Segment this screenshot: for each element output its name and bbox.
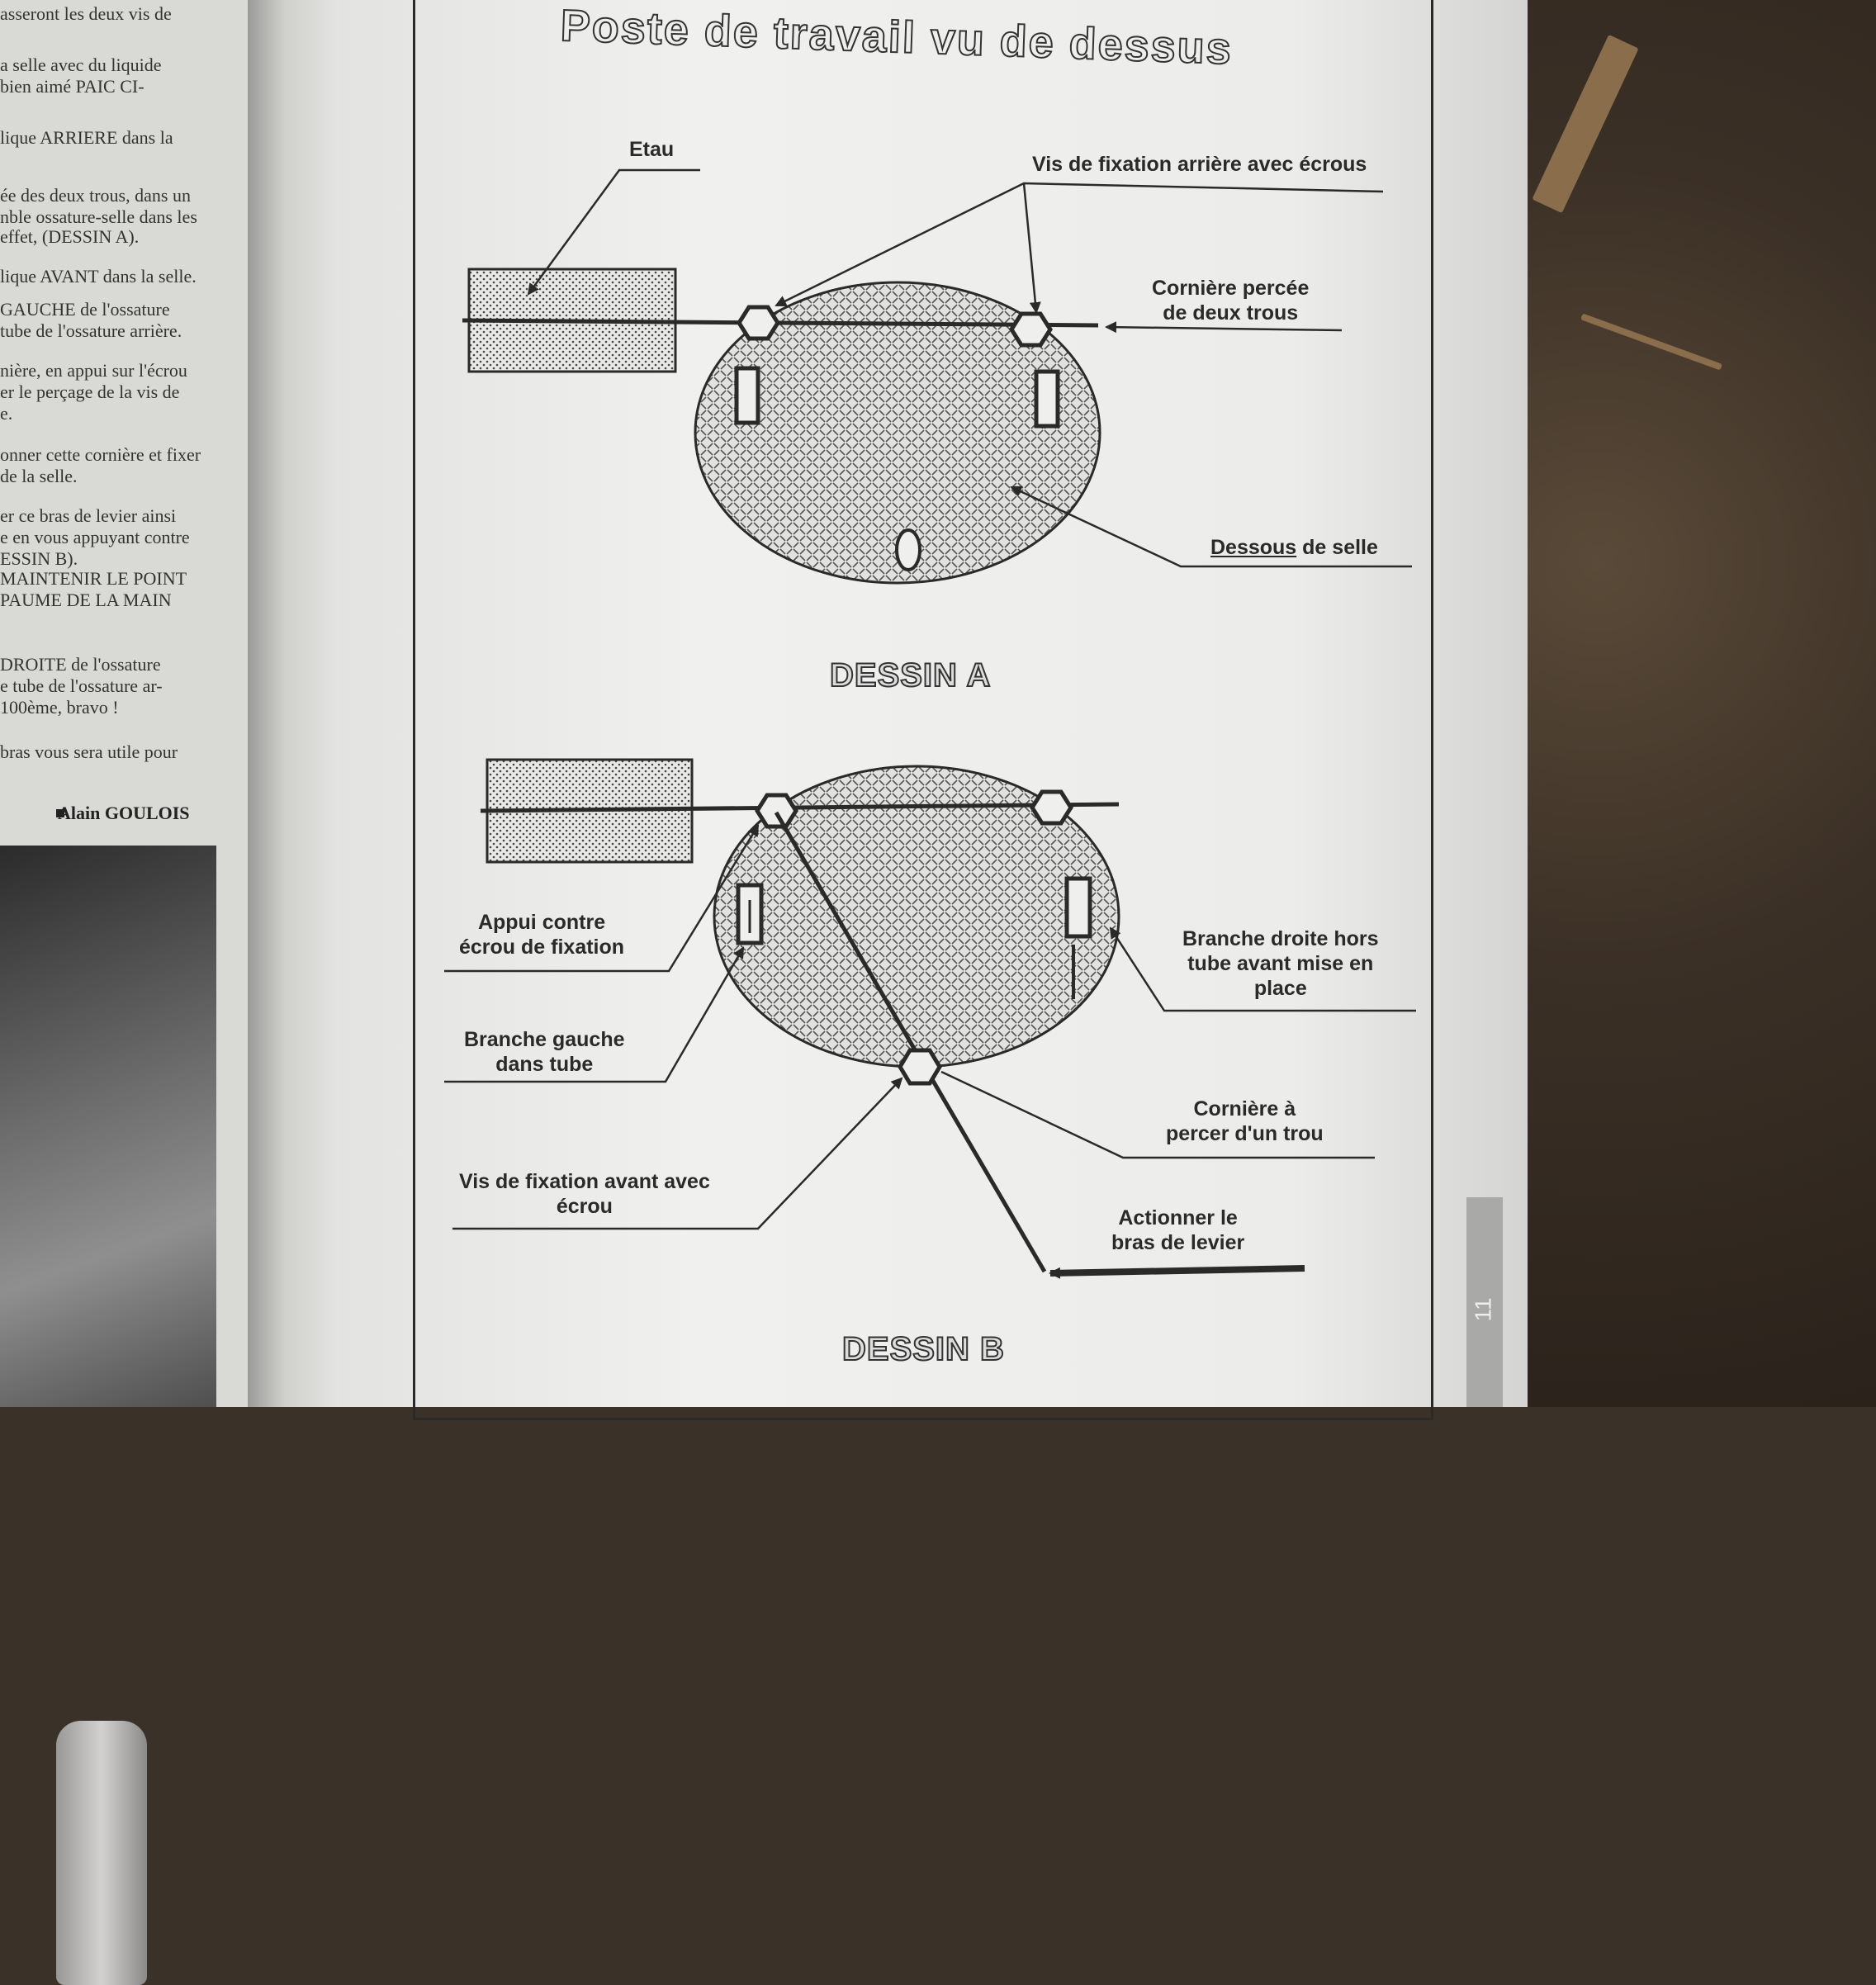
label-branche-gauche-l1: Branche gauche: [464, 1028, 625, 1051]
left-text-line: e tube de l'ossature ar-: [0, 675, 163, 696]
leader-vis-arriere-2: [1024, 183, 1036, 312]
label-branche-droite: [1182, 926, 1379, 1001]
left-text-line: a selle avec du liquide: [0, 54, 162, 75]
rear-nut-left-a: [739, 307, 778, 339]
left-text-line: ESSIN B).: [0, 548, 78, 569]
left-text-line: tube de l'ossature arrière.: [0, 320, 182, 341]
label-actionner-l1: Actionner le: [1118, 1206, 1238, 1229]
label-branche-gauche: [464, 1027, 625, 1077]
label-corniere-a-l2: de deux trous: [1163, 301, 1299, 325]
page-title: Poste de travail vu de dessus: [559, 0, 1234, 74]
caption-dessin-a: DESSIN A: [830, 657, 992, 694]
label-appui-l2: écrou de fixation: [459, 936, 625, 959]
caption-dessin-b: DESSIN B: [842, 1331, 1005, 1367]
left-text-line: 100ème, bravo !: [0, 697, 119, 718]
left-text-line: GAUCHE de l'ossature: [0, 299, 170, 320]
action-arrow: [1050, 1268, 1305, 1273]
left-text-line: e.: [0, 403, 13, 424]
left-text-line: bien aimé PAIC CI-: [0, 76, 144, 97]
label-dessous-rest: de selle: [1296, 536, 1378, 559]
label-dessous-underlined: Dessous: [1210, 536, 1297, 559]
label-vis-avant: [459, 1169, 710, 1219]
left-text-line: effet, (DESSIN A).: [0, 226, 140, 247]
left-text-line: DROITE de l'ossature: [0, 654, 161, 675]
author-name: Alain GOULOIS: [58, 803, 190, 823]
left-text-line: lique AVANT dans la selle.: [0, 266, 197, 287]
left-text-line: bras vous sera utile pour: [0, 741, 178, 762]
front-hole-a: [897, 530, 920, 570]
rail-left-a: [737, 368, 758, 423]
rail-right-a: [1036, 372, 1058, 426]
rear-nut-right-b: [1032, 792, 1071, 823]
left-text-line: ée des deux trous, dans un: [0, 185, 191, 206]
left-text-line: de la selle.: [0, 466, 78, 486]
label-branche-gauche-l2: dans tube: [495, 1053, 594, 1076]
page-number: 11: [1470, 1297, 1496, 1322]
label-corniere-b-l2: percer d'un trou: [1166, 1122, 1324, 1145]
left-text-line: lique ARRIERE dans la: [0, 127, 173, 148]
left-text-line: onner cette cornière et fixer: [0, 444, 201, 465]
rear-nut-right-a: [1011, 314, 1050, 345]
paic-bottle: [56, 1721, 147, 1985]
leader-corniere-a: [1106, 327, 1342, 330]
label-branche-droite-l3: place: [1253, 977, 1307, 1000]
front-nut-b: [900, 1050, 940, 1083]
label-appui: [459, 910, 624, 959]
left-text-line: e en vous appuyant contre: [0, 527, 190, 547]
left-text-line: nière, en appui sur l'écrou: [0, 360, 187, 381]
label-dessous-selle: [1210, 535, 1378, 560]
label-etau: Etau: [629, 138, 675, 161]
label-corniere-a: [1152, 276, 1309, 325]
left-text-line: PAUME DE LA MAIN: [0, 590, 172, 610]
left-text-line: asseront les deux vis de: [0, 3, 172, 24]
dessin-a-drawing: [462, 170, 1412, 583]
rear-nut-left-b: [757, 795, 796, 827]
left-text-line: er le perçage de la vis de: [0, 381, 180, 402]
label-corniere-b-l1: Cornière à: [1193, 1097, 1296, 1120]
label-actionner-l2: bras de levier: [1111, 1231, 1245, 1254]
label-vis-avant-l1: Vis de fixation avant avec: [459, 1170, 710, 1193]
left-text-line: er ce bras de levier ainsi: [0, 505, 177, 526]
label-corniere-a-l1: Cornière percée: [1152, 277, 1310, 300]
label-branche-droite-l2: tube avant mise en: [1187, 952, 1374, 975]
label-appui-l1: Appui contre: [477, 911, 606, 934]
left-text-line: nble ossature-selle dans les: [0, 206, 197, 227]
rail-right-b: [1067, 879, 1090, 936]
label-vis-avant-l2: écrou: [556, 1195, 613, 1218]
left-text-line: MAINTENIR LE POINT: [0, 568, 187, 589]
label-vis-arriere: Vis de fixation arrière avec écrous: [1032, 153, 1367, 176]
label-corniere-b: [1166, 1097, 1324, 1146]
label-actionner: [1111, 1206, 1244, 1255]
label-branche-droite-l1: Branche droite hors: [1182, 927, 1379, 950]
